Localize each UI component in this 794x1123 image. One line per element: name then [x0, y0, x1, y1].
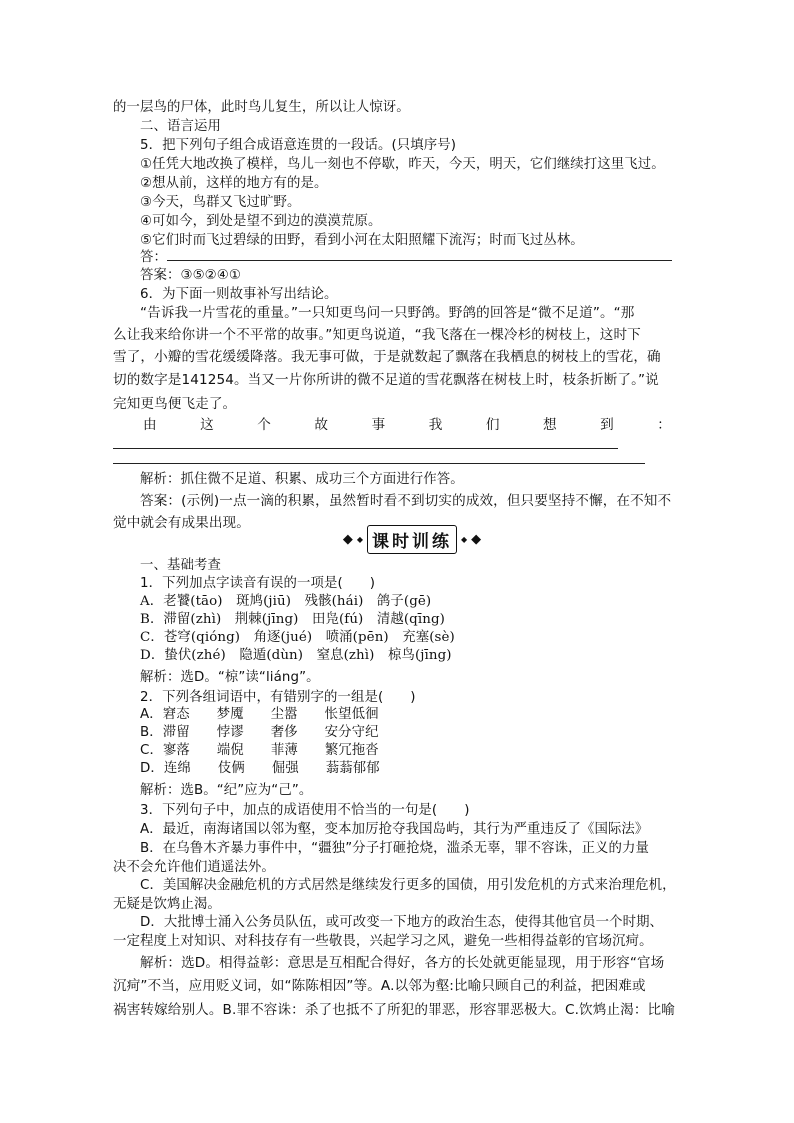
- sentence-3: ③今天，鸟群又飞过旷野。: [140, 195, 301, 210]
- prompt-char: ：: [657, 417, 671, 433]
- story-line: “告诉我一片雪花的重量。”一只知更鸟问一只野鸽。野鸽的回答是“微不足道”。“那: [140, 305, 635, 321]
- analysis-text: 解析：选D。相得益彰：意思是互相配合得好，各方的长处就更能显现，用于形容“官场: [140, 955, 665, 971]
- question-2: 2．下列各组词语中，有错别字的一组是( ): [140, 690, 416, 705]
- prompt-char: 个: [257, 417, 271, 433]
- analysis-text: 解析：选B。“纪”应为“己”。: [140, 783, 313, 798]
- option-b: B．在乌鲁木齐暴力事件中，“疆独”分子打砸抢烧，滥杀无辜，罪不容诛，正义的力量: [140, 841, 650, 856]
- analysis-text: 祸害转嫁给别人。B.罪不容诛：杀了也抵不了所犯的罪恶，形容罪恶极大。C.饮鸩止渴：比喻: [113, 1002, 675, 1018]
- analysis-text: 解析：抓住微不足道、积累、成功三个方面进行作答。: [140, 472, 464, 487]
- story-line: 雪了，小瓣的雪花缓缓降落。我无事可做，于是就数起了飘落在我栖息的树枝上的雪花，确: [113, 349, 661, 365]
- sentence-2: ②想从前，这样的地方有的是。: [140, 176, 328, 191]
- analysis-text: 沉疴”不当，应用贬义词，如“陈陈相因”等。A.以邻为壑:比喻只顾自己的利益，把困难或: [113, 978, 646, 994]
- answer-rule-1: [113, 448, 618, 449]
- prompt-char: 到: [600, 417, 614, 433]
- option-d: D．连绵 伎俩 倔强 蓊蓊郁郁: [140, 761, 380, 776]
- section-banner: [330, 526, 494, 552]
- question-3: 3．下列句子中，加点的成语使用不恰当的一句是( ): [140, 803, 470, 818]
- option-a: A．老饕(tāo) 斑鸠(jiū) 残骸(hái) 鸽子(gē): [140, 594, 432, 609]
- diamond-icon: ◆: [471, 531, 482, 547]
- story-line: 切的数字是141254。当又一片你所讲的微不足道的雪花飘落在树枝上时，枝条折断了。”说: [113, 372, 659, 388]
- story-line: 么让我来给你讲一个不平常的故事。”知更鸟说道，“我飞落在一棵冷杉的树枝上，这时下: [113, 327, 641, 343]
- text-line: 的一层鸟的尸体，此时鸟儿复生，所以让人惊讶。: [113, 100, 410, 115]
- prompt-char: 这: [200, 417, 214, 433]
- section-heading: 二、语言运用: [140, 119, 221, 134]
- option-a: A．窘态 梦魇 尘嚣 怅望低徊: [140, 707, 379, 722]
- option-d-cont: 一定程度上对知识、对科技存有一些敬畏，兴起学习之风，避免一些相得益彰的官场沉疴。: [113, 934, 653, 949]
- question-5: 5．把下列句子组合成语意连贯的一段话。(只填序号): [140, 138, 457, 153]
- option-b-cont: 决不会允许他们逍遥法外。: [113, 860, 275, 875]
- option-d: D．蛰伏(zhé) 隐遁(dùn) 窒息(zhì) 椋鸟(jīng): [140, 648, 452, 663]
- section-heading: 一、基础考查: [140, 558, 221, 573]
- small-diamond-icon: ◆: [461, 534, 468, 544]
- diamond-icon: ◆: [342, 531, 353, 547]
- question-1: 1．下列加点字读音有误的一项是( ): [140, 576, 376, 591]
- banner-title: 课时训练: [367, 525, 457, 554]
- prompt-char: 我: [428, 417, 443, 433]
- answer-text: 答案：③⑤②④①: [140, 268, 241, 283]
- prompt-char: 由: [143, 417, 157, 433]
- prompt-char: 想: [542, 417, 557, 433]
- option-b: B．滞留(zhì) 荆棘(jīng) 田凫(fú) 清越(qīng): [140, 612, 445, 627]
- answer-text: 答案：(示例)一点一滴的积累，虽然暂时看不到切实的成效，但只要坚持不懈，在不知不: [140, 493, 672, 509]
- small-diamond-icon: ◆: [356, 534, 363, 544]
- answer-prompt: [140, 248, 710, 267]
- sentence-5: ⑤它们时而飞过碧绿的田野，看到小河在太阳照耀下流泻；时而飞过丛林。: [140, 233, 584, 248]
- sentence-4: ④可如今，到处是望不到边的漠漠荒原。: [140, 214, 382, 229]
- option-b: B．滞留 悖谬 奢侈 安分守纪: [140, 725, 379, 740]
- option-a: A．最近，南海诸国以邻为壑，变本加厉抢夺我国岛屿，其行为严重违反了《国际法》: [140, 822, 649, 837]
- analysis-text: 解析：选D。“椋”读“liáng”。: [140, 670, 320, 685]
- prompt-char: 故: [314, 417, 329, 433]
- prompt-char: 们: [485, 417, 500, 433]
- question-6: 6．为下面一则故事补写出结论。: [140, 287, 338, 302]
- answer-text: 觉中就会有成果出现。: [113, 515, 250, 531]
- sentence-1: ①任凭大地改换了模样，鸟儿一刻也不停歇，昨天，今天，明天，它们继续打这里飞过。: [140, 157, 665, 172]
- answer-rule-2: [113, 463, 645, 464]
- answer-label: 答：: [140, 250, 167, 265]
- option-c: C．苍穹(qióng) 角逐(jué) 喷涌(pēn) 充塞(sè): [140, 630, 455, 645]
- option-c: C．寥落 端倪 菲薄 繁冗拖沓: [140, 743, 379, 758]
- option-d: D．大批博士涌入公务员队伍，或可改变一下地方的政治生态，使得其他官员一个时期、: [140, 915, 664, 930]
- option-c-cont: 无疑是饮鸩止渴。: [113, 897, 221, 912]
- option-c: C．美国解决金融危机的方式居然是继续发行更多的国债，用引发危机的方式来治理危机，: [140, 878, 676, 893]
- prompt-char: 事: [371, 417, 386, 433]
- story-line: 完知更鸟便飞走了。: [113, 396, 237, 412]
- spread-prompt: [143, 416, 671, 435]
- answer-blank-line: [167, 248, 672, 261]
